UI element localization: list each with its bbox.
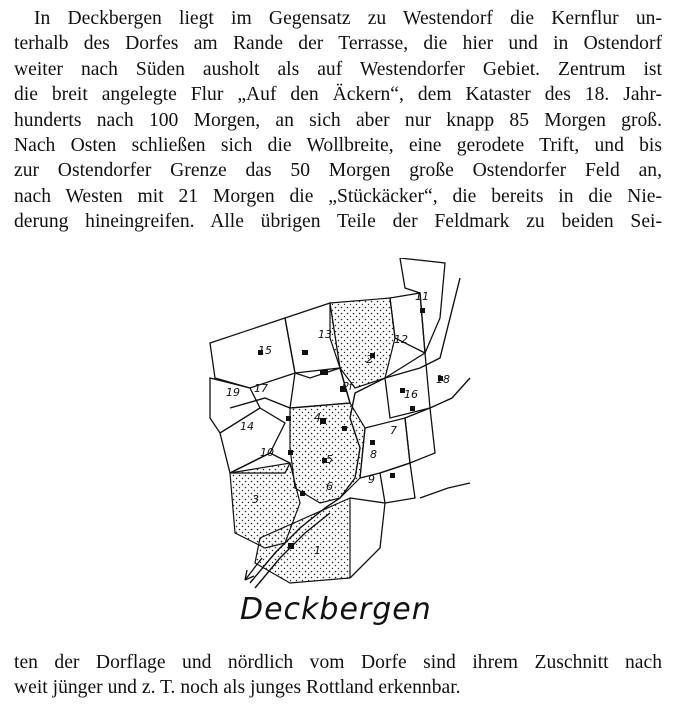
paragraph-top	[14, 6, 662, 235]
map-drawing	[190, 258, 490, 598]
parcel-label-1: 1	[314, 544, 321, 557]
parcel-label-14: 14	[240, 420, 254, 433]
village-map	[190, 258, 490, 598]
text-line: terhalb des Dorfes am Rande der Terrasse, die hier und in Ostendorf	[14, 33, 662, 55]
text-line: Nach Osten schließen sich die Wollbreite, eine gerodete Trift, und bis	[14, 135, 662, 157]
text-line: weit jünger und z. T. noch als junges Rottland erkennbar.	[14, 677, 461, 699]
parcel-label-15: 15	[258, 344, 272, 357]
text-line: In Deckbergen liegt im Gegensatz zu Westendorf die Kernflur un-	[34, 8, 662, 29]
text-line: die breit angelegte Flur „Auf den Äckern“, dem Kataster des 18. Jahr-	[14, 84, 662, 106]
parcel-label-5: 5	[326, 453, 333, 466]
parcel-label-18: 18	[436, 373, 450, 386]
parcel-label-17: 17	[254, 382, 268, 395]
parcel-label-6: 6	[326, 480, 333, 493]
text-line: weiter nach Süden ausholt als auf Westendorfer Gebiet. Zentrum ist	[14, 58, 662, 80]
map-title: Deckbergen	[240, 592, 432, 627]
text-line: nach Westen mit 21 Morgen die „Stückäcker“, die bereits in die Nie-	[14, 185, 662, 207]
south-arrow	[245, 558, 262, 580]
paragraph-bottom	[14, 650, 662, 701]
parcel-label-11: 11	[415, 290, 429, 303]
parcel-label-8: 8	[370, 448, 377, 461]
text-line: ten der Dorflage und nördlich vom Dorfe sind ihrem Zuschnitt nach	[14, 652, 662, 673]
parcel-label-16: 16	[404, 388, 418, 401]
parcel-label-7: 7	[390, 424, 397, 437]
parcel-label-3: 3	[252, 493, 259, 506]
parcel-label-9: 9	[368, 473, 375, 486]
parcel-label-pf: Pf	[342, 380, 353, 393]
text-line: hunderts nach 100 Morgen, an sich aber nur knapp 85 Morgen groß.	[14, 109, 662, 131]
parcel-label-2: 2	[366, 353, 373, 366]
parcel-label-13: 13	[318, 328, 332, 341]
parcel-label-12: 12	[394, 333, 408, 346]
parcel-label-10: 10	[260, 446, 274, 459]
dotted-field-north	[330, 298, 395, 388]
text-line: derung hineingreifen. Alle übrigen Teile der Feldmark zu beiden Sei-	[14, 211, 662, 233]
text-line: zur Ostendorfer Grenze das 50 Morgen große Ostendorfer Feld an,	[14, 160, 662, 182]
parcel-label-4: 4	[314, 411, 321, 424]
parcel-label-19: 19	[226, 386, 240, 399]
